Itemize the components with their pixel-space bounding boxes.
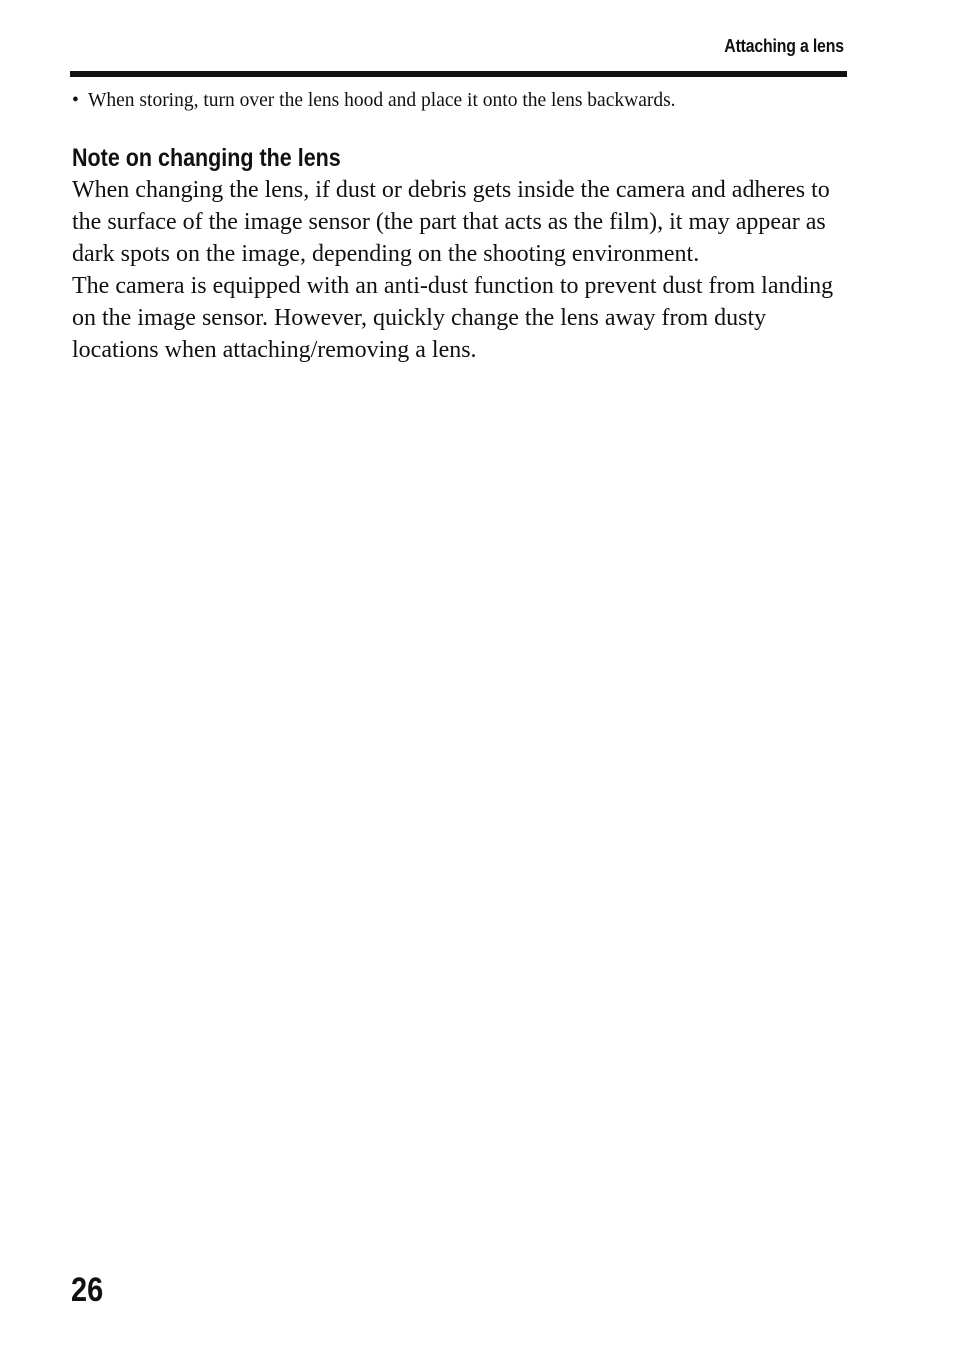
body-paragraph: When changing the lens, if dust or debris gets inside the camera and adheres to the surface of the image sensor (the part that acts as the film), it may appear as dark spots on the image, depending on the shooting environment. — [72, 177, 830, 267]
running-header: Attaching a lens — [724, 36, 844, 56]
page-number: 26 — [71, 1271, 104, 1309]
body-paragraph: The camera is equipped with an anti-dust function to prevent dust from landing on the image sensor. However, quickly change the lens away from dusty locations when attaching/removing a lens. — [72, 273, 834, 363]
bullet-note — [72, 88, 852, 114]
section-heading: Note on changing the lens — [72, 144, 341, 172]
header-rule — [70, 71, 847, 77]
bullet-note-text: When storing, turn over the lens hood and place it onto the lens backwards. — [88, 90, 676, 111]
section-body — [72, 174, 852, 366]
bullet-marker: • — [72, 90, 79, 111]
